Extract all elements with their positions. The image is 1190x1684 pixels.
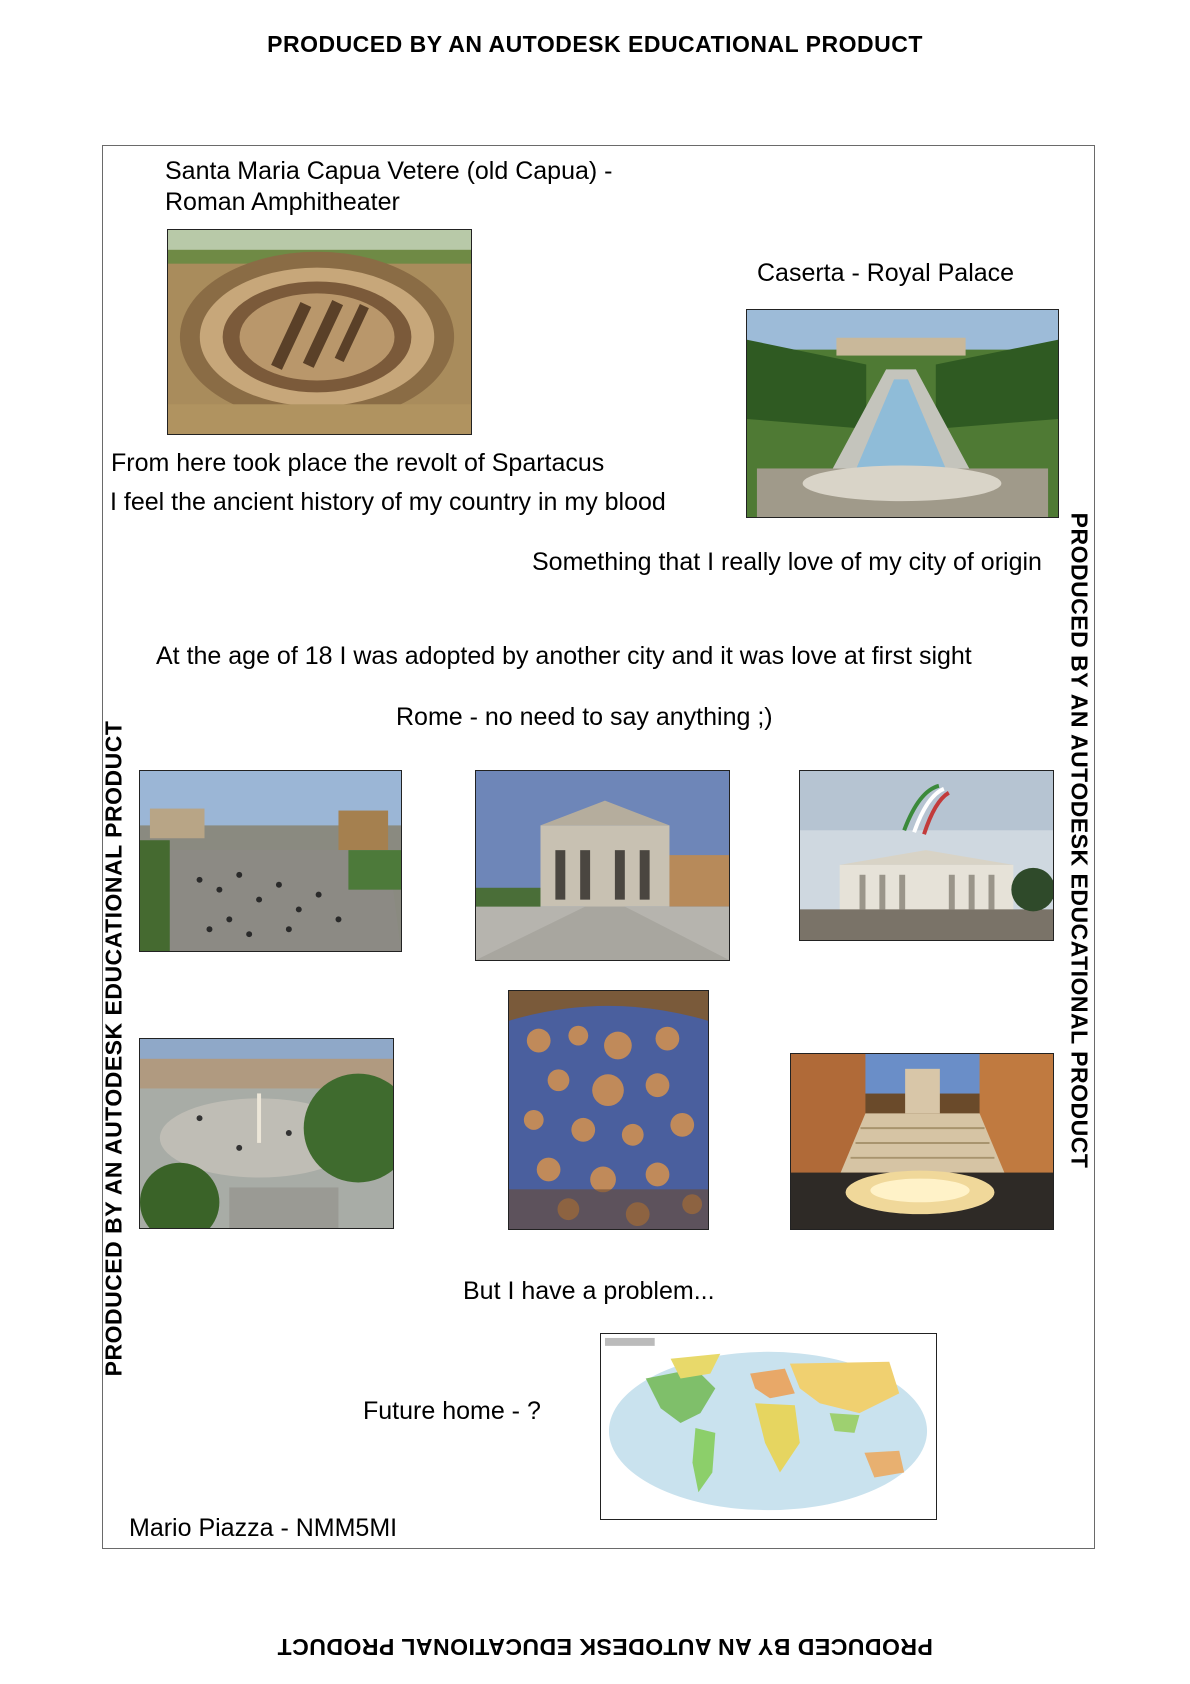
caserta-royal-palace-photo (746, 309, 1059, 518)
author-credit: Mario Piazza - NMM5MI (129, 1514, 398, 1542)
world-map-image (600, 1333, 937, 1520)
capua-amphitheater-photo (167, 229, 472, 435)
love-origin-text: Something that I really love of my city of origin (532, 548, 1042, 576)
capua-caption-line2: Roman Amphitheater (165, 188, 400, 216)
rome-spanish-steps-photo (790, 1053, 1054, 1230)
rome-colosseum-street-photo (139, 770, 402, 952)
problem-text: But I have a problem... (463, 1277, 715, 1305)
capua-caption-line1: Santa Maria Capua Vetere (old Capua) - (165, 157, 613, 185)
watermark-bottom: PRODUCED BY AN AUTODESK EDUCATIONAL PRODUCT (277, 1634, 933, 1660)
last-judgment-fresco-photo (508, 990, 709, 1230)
watermark-left: PRODUCED BY AN AUTODESK EDUCATIONAL PRODUCT (100, 720, 127, 1377)
rome-vittoriano-photo (799, 770, 1054, 941)
rome-lateran-basilica-photo (475, 770, 730, 961)
watermark-right: PRODUCED BY AN AUTODESK EDUCATIONAL PRODUCT (1066, 512, 1093, 1169)
spartacus-text: From here took place the revolt of Spartacus (111, 449, 605, 477)
adopted-text: At the age of 18 I was adopted by another city and it was love at first sight (156, 642, 972, 670)
caserta-caption: Caserta - Royal Palace (757, 259, 1015, 287)
rome-caption: Rome - no need to say anything ;) (396, 703, 773, 731)
future-home-text: Future home - ? (363, 1397, 541, 1425)
history-text: I feel the ancient history of my country in my blood (110, 488, 666, 516)
watermark-top: PRODUCED BY AN AUTODESK EDUCATIONAL PRODUCT (267, 31, 923, 57)
rome-piazza-del-popolo-photo (139, 1038, 394, 1229)
